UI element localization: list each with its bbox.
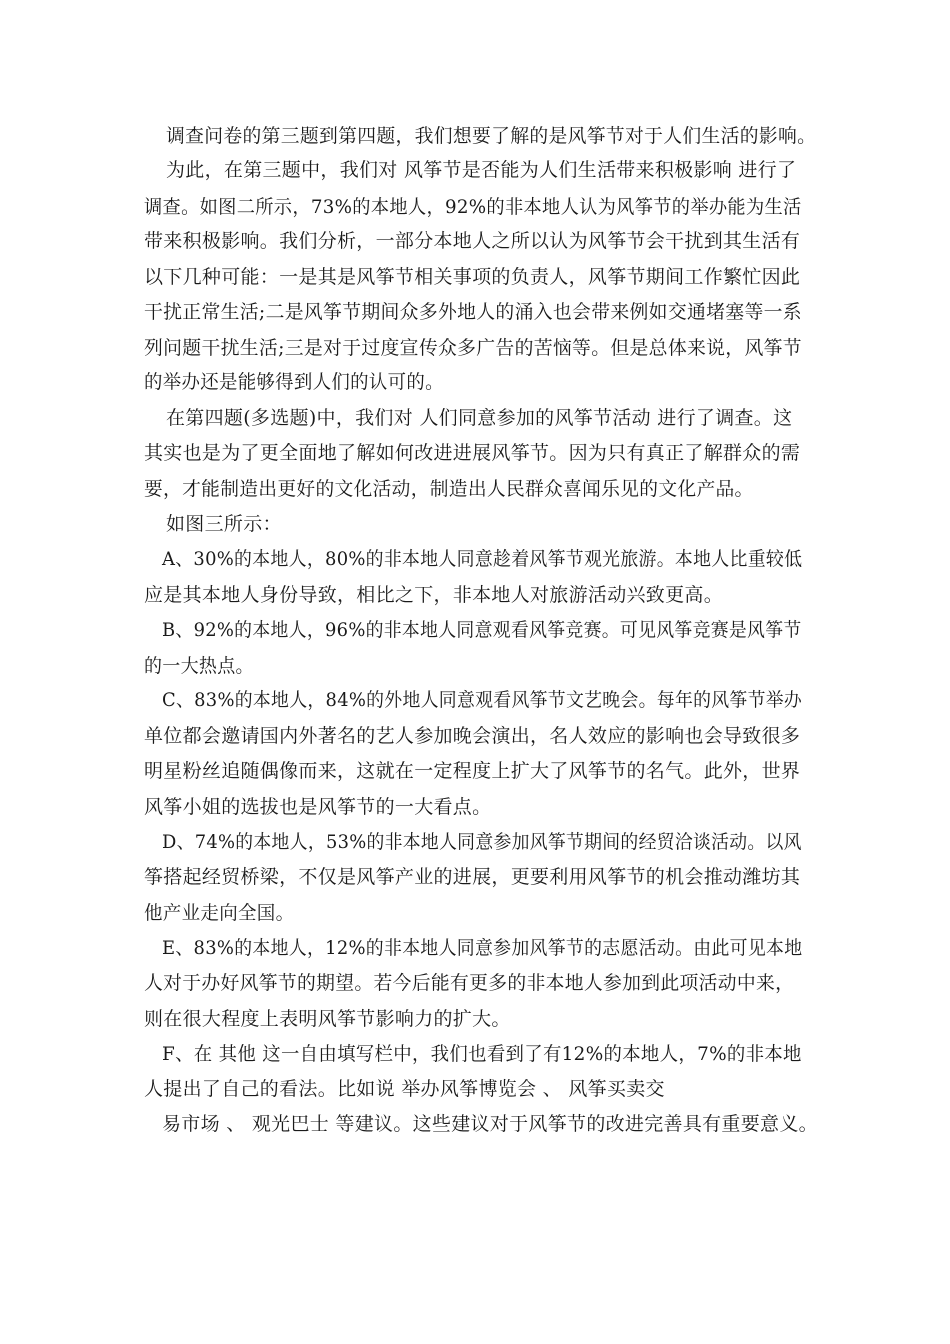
- text-line: 他产业走向全国。: [144, 902, 295, 924]
- text-line: C、83%的本地人，84%的外地人同意观看风筝节文艺晚会。每年的风筝节举办: [162, 689, 803, 711]
- text-line: 人对于办好风筝节的期望。若今后能有更多的非本地人参加到此项活动中来，: [144, 972, 795, 994]
- text-line: 在第四题(多选题)中，我们对 人们同意参加的风筝节活动 进行了调查。这: [166, 407, 793, 429]
- text-line: 干扰正常生活;二是风筝节期间众多外地人的涌入也会带来例如交通堵塞等一系: [144, 301, 802, 323]
- text-line: 带来积极影响。我们分析，一部分本地人之所以认为风筝节会干扰到其生活有: [144, 230, 801, 252]
- text-line: 调查。如图二所示，73%的本地人，92%的非本地人认为风筝节的举办能为生活: [144, 196, 802, 218]
- text-line: 明星粉丝追随偶像而来，这就在一定程度上扩大了风筝节的名气。此外，世界: [144, 760, 801, 782]
- text-line: 人提出了自己的看法。比如说 举办风筝博览会 、 风筝买卖交: [144, 1078, 665, 1100]
- text-line: 则在很大程度上表明风筝节影响力的扩大。: [144, 1008, 511, 1030]
- text-line: 列问题干扰生活;三是对于过度宣传众多广告的苦恼等。但是总体来说，风筝节: [144, 337, 802, 359]
- text-line: 为此，在第三题中，我们对 风筝节是否能为人们生活带来积极影响 进行了: [166, 159, 797, 181]
- text-line: F、在 其他 这一自由填写栏中，我们也看到了有12%的本地人，7%的非本地: [162, 1043, 802, 1065]
- text-line: 应是其本地人身份导致，相比之下，非本地人对旅游活动兴致更高。: [144, 584, 724, 606]
- text-line: 易市场 、 观光巴士 等建议。这些建议对于风筝节的改进完善具有重要意义。: [162, 1113, 818, 1135]
- text-line: 如图三所示：: [166, 513, 282, 535]
- text-line: 其实也是为了更全面地了解如何改进进展风筝节。因为只有真正了解群众的需: [144, 442, 801, 464]
- text-line: B、92%的本地人，96%的非本地人同意观看风筝竞赛。可见风筝竞赛是风筝节: [162, 619, 802, 641]
- text-line: 调查问卷的第三题到第四题，我们想要了解的是风筝节对于人们生活的影响。: [166, 125, 817, 147]
- text-line: 单位都会邀请国内外著名的艺人参加晚会演出，名人效应的影响也会导致很多: [144, 725, 801, 747]
- text-line: 的举办还是能够得到人们的认可的。: [144, 371, 444, 393]
- text-line: D、74%的本地人，53%的非本地人同意参加风筝节期间的经贸洽谈活动。以风: [162, 831, 802, 853]
- text-line: 筝搭起经贸桥梁，不仅是风筝产业的进展，更要利用风筝节的机会推动潍坊其: [144, 866, 801, 888]
- text-line: 以下几种可能：一是其是风筝节相关事项的负责人，风筝节期间工作繁忙因此: [144, 266, 801, 288]
- text-line: E、83%的本地人，12%的非本地人同意参加风筝节的志愿活动。由此可见本地: [162, 937, 803, 959]
- text-line: A、30%的本地人，80%的非本地人同意趁着风筝节观光旅游。本地人比重较低: [162, 548, 803, 570]
- text-line: 的一大热点。: [144, 655, 254, 677]
- text-line: 要，才能制造出更好的文化活动，制造出人民群众喜闻乐见的文化产品。: [144, 478, 754, 500]
- text-line: 风筝小姐的选拔也是风筝节的一大看点。: [144, 796, 492, 818]
